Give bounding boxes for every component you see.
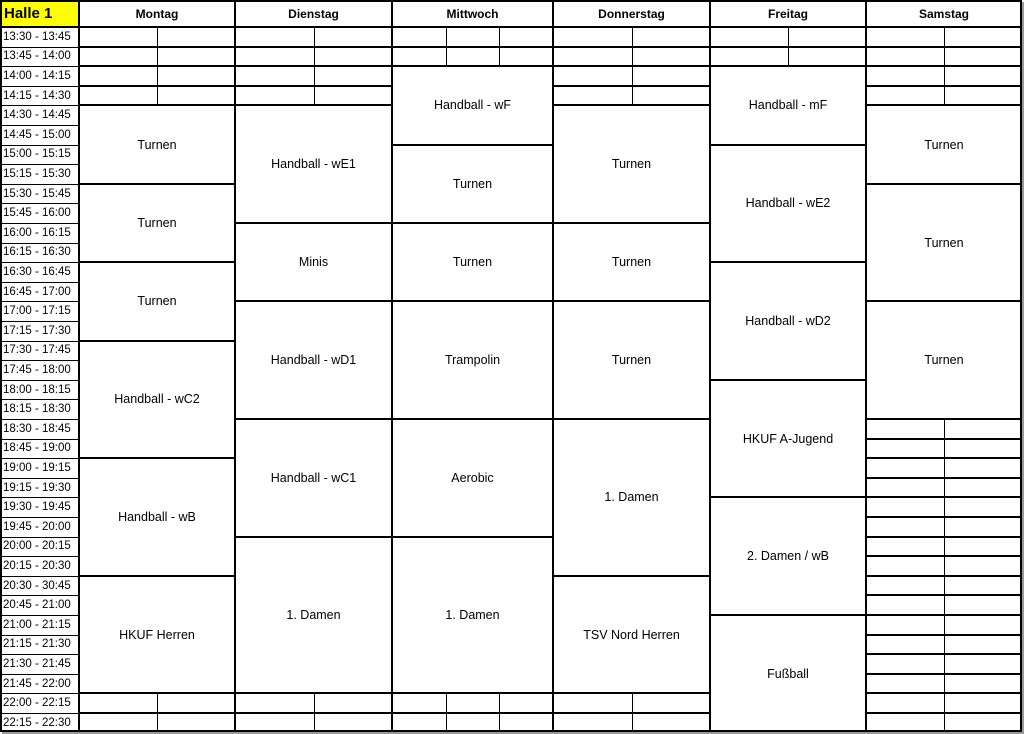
time-slot-label: 15:15 - 15:30 <box>3 167 71 180</box>
empty-slot-divider <box>446 693 447 713</box>
event-block: Turnen <box>611 353 652 368</box>
time-slot-label: 20:45 - 21:00 <box>3 599 71 612</box>
empty-slot-divider <box>157 693 158 713</box>
event-block: 1. Damen <box>286 607 341 622</box>
time-slot-label: 21:15 - 21:30 <box>3 638 71 651</box>
time-slot-label: 21:00 - 21:15 <box>3 618 71 631</box>
event-block: Handball - wB <box>118 509 196 524</box>
event-border-top <box>553 576 710 577</box>
empty-slot-divider <box>944 419 945 439</box>
empty-slot-divider <box>944 66 945 86</box>
empty-slot-divider <box>788 27 789 47</box>
time-slot-label: 17:45 - 18:00 <box>3 363 71 376</box>
event-border-top <box>79 262 235 263</box>
event-block: Handball - wC2 <box>114 392 200 407</box>
event-block: Turnen <box>137 294 177 309</box>
empty-slot-divider <box>499 27 500 47</box>
empty-slot-line <box>392 65 553 66</box>
frame-top <box>0 0 1022 2</box>
time-row-line <box>0 556 79 557</box>
time-row-line <box>0 125 79 126</box>
time-row-line <box>0 674 79 675</box>
event-border-top <box>79 341 235 342</box>
empty-slot-line <box>392 27 553 28</box>
day-header-donnerstag: Donnerstag <box>598 6 665 21</box>
event-block: Turnen <box>452 176 493 191</box>
empty-slot-divider <box>944 478 945 498</box>
time-row-line <box>0 301 79 302</box>
time-slot-label: 14:15 - 14:30 <box>3 89 71 102</box>
empty-slot-divider <box>314 713 315 733</box>
empty-slot-divider <box>788 47 789 67</box>
event-border-top <box>710 615 866 616</box>
time-row-line <box>0 693 79 694</box>
time-slot-label: 15:30 - 15:45 <box>3 187 71 200</box>
time-slot-label: 17:00 - 17:15 <box>3 305 71 318</box>
empty-slot-divider <box>944 458 945 478</box>
empty-slot-divider <box>944 86 945 106</box>
event-block: 1. Damen <box>604 490 659 505</box>
time-row-line <box>0 243 79 244</box>
empty-slot-divider <box>944 497 945 517</box>
day-header-samstag: Samstag <box>918 6 970 21</box>
event-border-top <box>866 301 1022 302</box>
empty-slot-divider <box>314 86 315 106</box>
empty-slot-divider <box>499 47 500 67</box>
time-slot-label: 16:30 - 16:45 <box>3 265 71 278</box>
event-border-top <box>710 145 866 146</box>
empty-slot-divider <box>944 713 945 733</box>
empty-slot-divider <box>632 713 633 733</box>
empty-slot-divider <box>499 713 500 733</box>
event-border-top <box>710 497 866 498</box>
event-border-top <box>553 419 710 420</box>
empty-slot-divider <box>944 27 945 47</box>
empty-slot-divider <box>944 576 945 596</box>
event-border-top <box>553 301 710 302</box>
time-row-line <box>0 145 79 146</box>
empty-slot-divider <box>944 556 945 576</box>
frame-left <box>0 0 2 732</box>
empty-slot-divider <box>314 66 315 86</box>
event-block: Minis <box>298 255 329 270</box>
time-row-line <box>0 105 79 106</box>
empty-slot-divider <box>314 47 315 67</box>
event-border-top <box>79 576 235 577</box>
time-slot-label: 15:45 - 16:00 <box>3 207 71 220</box>
time-slot-label: 14:00 - 14:15 <box>3 69 71 82</box>
time-slot-label: 19:45 - 20:00 <box>3 520 71 533</box>
event-border-top <box>710 262 866 263</box>
day-header-montag: Montag <box>135 6 179 21</box>
empty-slot-divider <box>632 47 633 67</box>
event-block: Turnen <box>611 157 652 172</box>
day-header-mittwoch: Mittwoch <box>446 6 499 21</box>
empty-slot-divider <box>944 595 945 615</box>
event-block: Handball - wE2 <box>745 196 831 211</box>
event-block: Turnen <box>137 137 177 152</box>
empty-slot-divider <box>446 27 447 47</box>
event-border-top <box>79 458 235 459</box>
time-slot-label: 18:30 - 18:45 <box>3 422 71 435</box>
time-slot-label: 20:15 - 20:30 <box>3 559 71 572</box>
empty-slot-divider <box>944 635 945 655</box>
empty-slot-divider <box>944 537 945 557</box>
time-row-line <box>0 537 79 538</box>
event-block: Turnen <box>137 215 177 230</box>
event-block: Handball - wC1 <box>270 470 357 485</box>
time-row-line <box>0 478 79 479</box>
time-row-line <box>0 341 79 342</box>
time-row-line <box>0 419 79 420</box>
event-block: HKUF A-Jugend <box>742 431 834 446</box>
event-block: HKUF Herren <box>119 627 195 642</box>
empty-slot-line <box>392 47 553 48</box>
event-border-top <box>235 537 392 538</box>
event-block: Turnen <box>452 255 493 270</box>
time-row-line <box>0 595 79 596</box>
time-slot-label: 19:15 - 19:30 <box>3 481 71 494</box>
event-block: 2. Damen / wB <box>747 549 829 564</box>
empty-slot-divider <box>446 713 447 733</box>
empty-slot-divider <box>632 86 633 106</box>
event-block: Fußball <box>767 666 809 681</box>
empty-slot-divider <box>944 517 945 537</box>
time-slot-label: 22:15 - 22:30 <box>3 716 71 729</box>
time-slot-label: 13:30 - 13:45 <box>3 30 71 43</box>
time-row-line <box>0 321 79 322</box>
time-slot-label: 16:45 - 17:00 <box>3 285 71 298</box>
time-slot-label: 15:00 - 15:15 <box>3 148 71 161</box>
time-slot-label: 17:30 - 17:45 <box>3 344 71 357</box>
empty-slot-divider <box>944 439 945 459</box>
time-row-line <box>0 164 79 165</box>
time-row-line <box>0 713 79 714</box>
time-row-line <box>0 635 79 636</box>
time-slot-label: 18:15 - 18:30 <box>3 403 71 416</box>
time-row-line <box>0 615 79 616</box>
event-block: Handball - wF <box>433 98 512 113</box>
event-block: Handball - wD1 <box>270 353 357 368</box>
empty-slot-divider <box>157 86 158 106</box>
time-row-line <box>0 184 79 185</box>
empty-slot-divider <box>157 713 158 733</box>
event-block: Turnen <box>924 235 964 250</box>
event-block: TSV Nord Herren <box>583 627 680 642</box>
event-block: Handball - wD2 <box>745 313 831 328</box>
event-block: Trampolin <box>444 353 501 368</box>
time-slot-label: 14:30 - 14:45 <box>3 109 71 122</box>
time-row-line <box>0 66 79 67</box>
event-border-top <box>392 66 553 67</box>
empty-slot-divider <box>632 693 633 713</box>
time-slot-label: 20:00 - 20:15 <box>3 540 71 553</box>
time-row-line <box>0 439 79 440</box>
event-border-top <box>392 145 553 146</box>
event-border-top <box>553 223 710 224</box>
event-block: 1. Damen <box>445 607 500 622</box>
time-slot-label: 14:45 - 15:00 <box>3 128 71 141</box>
event-border-top <box>79 184 235 185</box>
time-row-line <box>0 203 79 204</box>
time-row-line <box>0 380 79 381</box>
time-slot-label: 18:00 - 18:15 <box>3 383 71 396</box>
empty-slot-divider <box>157 66 158 86</box>
empty-slot-divider <box>446 47 447 67</box>
time-row-line <box>0 262 79 263</box>
empty-slot-divider <box>314 27 315 47</box>
time-slot-label: 21:45 - 22:00 <box>3 677 71 690</box>
hall-title: Halle 1 <box>0 0 79 27</box>
time-slot-label: 20:30 - 30:45 <box>3 579 71 592</box>
event-border-top <box>392 301 553 302</box>
time-slot-label: 13:45 - 14:00 <box>3 50 71 63</box>
empty-slot-divider <box>944 674 945 694</box>
time-row-line <box>0 360 79 361</box>
time-row-line <box>0 458 79 459</box>
time-slot-label: 16:15 - 16:30 <box>3 246 71 259</box>
event-border-top <box>235 223 392 224</box>
empty-slot-line <box>392 693 553 694</box>
empty-slot-divider <box>632 66 633 86</box>
time-row-line <box>0 223 79 224</box>
time-row-line <box>0 282 79 283</box>
time-row-line <box>0 576 79 577</box>
empty-slot-divider <box>499 693 500 713</box>
time-slot-label: 21:30 - 21:45 <box>3 657 71 670</box>
time-slot-label: 19:30 - 19:45 <box>3 501 71 514</box>
empty-slot-divider <box>944 615 945 635</box>
event-block: Handball - mF <box>748 98 828 113</box>
time-slot-label: 18:45 - 19:00 <box>3 442 71 455</box>
time-row-line <box>0 497 79 498</box>
time-slot-label: 22:00 - 22:15 <box>3 697 71 710</box>
empty-slot-divider <box>314 693 315 713</box>
time-slot-label: 19:00 - 19:15 <box>3 461 71 474</box>
event-block: Aerobic <box>451 470 494 485</box>
empty-slot-divider <box>944 693 945 713</box>
empty-slot-divider <box>944 47 945 67</box>
empty-slot-divider <box>157 47 158 67</box>
event-border-top <box>710 380 866 381</box>
time-slot-label: 17:15 - 17:30 <box>3 324 71 337</box>
event-border-top <box>392 223 553 224</box>
event-block: Turnen <box>611 255 652 270</box>
time-row-line <box>0 399 79 400</box>
event-border-top <box>392 419 553 420</box>
event-block: Turnen <box>924 137 964 152</box>
event-block: Turnen <box>924 353 964 368</box>
event-block: Handball - wE1 <box>271 157 356 172</box>
time-row-line <box>0 86 79 87</box>
event-border-top <box>392 537 553 538</box>
event-border-top <box>235 301 392 302</box>
empty-slot-line <box>392 713 553 714</box>
event-border-top <box>235 419 392 420</box>
time-row-line <box>0 517 79 518</box>
time-slot-label: 16:00 - 16:15 <box>3 226 71 239</box>
time-row-line <box>0 47 79 48</box>
time-row-line <box>0 654 79 655</box>
day-header-freitag: Freitag <box>767 6 808 21</box>
empty-slot-divider <box>632 27 633 47</box>
empty-slot-divider <box>157 27 158 47</box>
event-border-top <box>866 184 1022 185</box>
day-header-dienstag: Dienstag <box>288 6 339 21</box>
empty-slot-divider <box>944 654 945 674</box>
